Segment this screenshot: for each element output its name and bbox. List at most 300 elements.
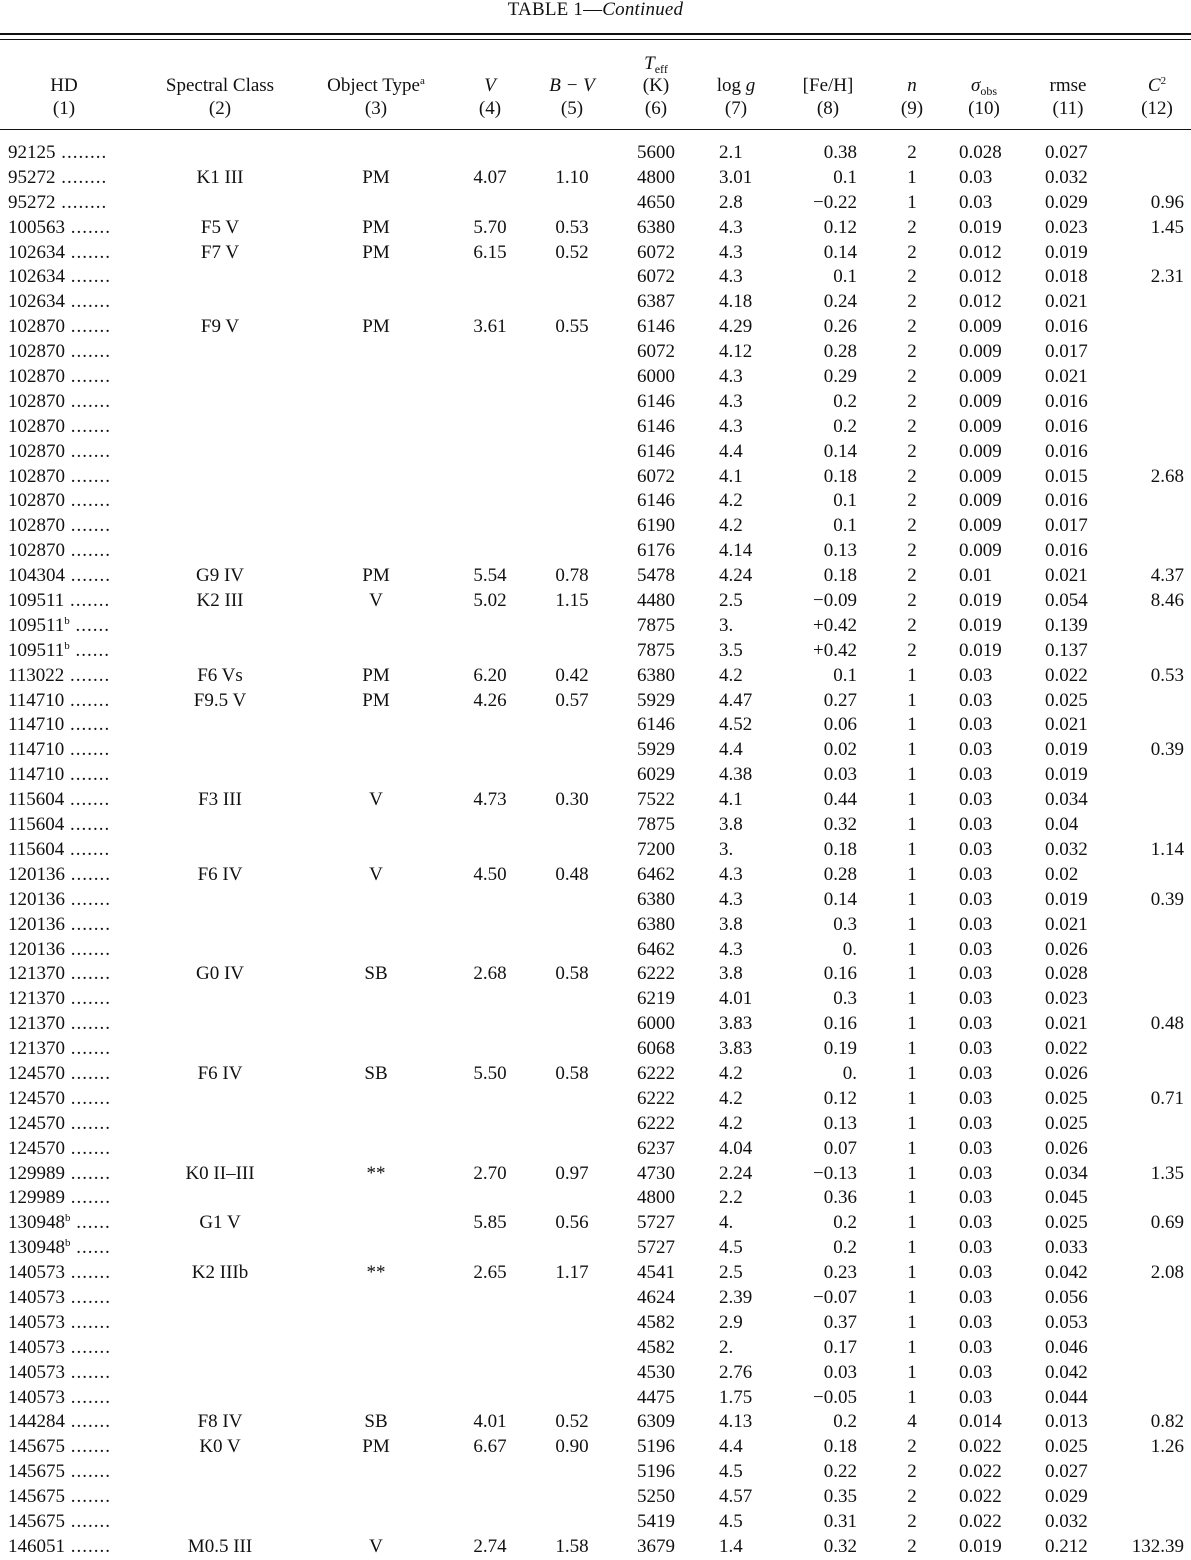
cell-v-mag: 4.01 [473,1411,507,1433]
cell-hd-number: 124570 [8,1087,65,1109]
cell-fe-h: 0.31 [823,1510,857,1532]
cell-fe-h: +0.42 [813,614,857,636]
cell-spectral-class: K0 II–III [185,1162,255,1184]
header-teff-label-wrap [606,52,706,76]
cell-teff: 7875 [637,614,675,636]
cell-fe-h: 0.06 [823,714,857,736]
cell-object-type: PM [362,216,390,238]
cell-teff: 5929 [637,689,675,711]
cell-fe-h: 0.1 [833,664,857,686]
cell-log-g: 4.2 [719,1087,743,1109]
leader-dots: ....... [65,241,111,263]
table-row [0,1137,1191,1162]
cell-hd-number: 102634 [8,266,65,288]
leader-dots: ....... [65,515,111,537]
leader-dots: ....... [65,1162,111,1184]
cell-hd-number: 140573 [8,1336,65,1358]
cell-teff: 7200 [637,838,675,860]
cell-teff: 4530 [637,1361,675,1383]
cell-log-g: 1.4 [719,1535,743,1557]
leader-dots: ....... [65,1038,111,1060]
cell-spectral-class: F3 III [198,789,242,811]
header-c2-label: C [1147,75,1161,96]
cell-teff: 6387 [637,291,675,313]
cell-object-type: PM [362,565,390,587]
leader-dots: ....... [64,814,111,836]
leader-dots: ...... [70,1237,111,1259]
table-row [0,1162,1191,1187]
caption-suffix: Continued [602,0,684,20]
cell-hd [8,614,110,638]
cell-teff: 6072 [637,241,675,263]
cell-b-v: 1.15 [555,590,589,612]
cell-spectral-class: K2 III [196,590,244,612]
cell-object-type: V [369,789,383,811]
table-row [0,514,1191,539]
cell-n: 2 [907,639,917,661]
cell-hd-number: 102634 [8,241,65,263]
cell-hd [8,514,111,538]
cell-hd-number: 130948 [8,1237,65,1259]
table-row [0,265,1191,290]
cell-log-g: 3. [719,838,734,860]
cell-b-v: 0.58 [555,1062,589,1084]
cell-c2: 0.53 [1150,664,1184,686]
cell-hd-number: 120136 [8,913,65,935]
table-row [0,390,1191,415]
cell-n: 1 [907,1112,917,1134]
cell-fe-h: 0.13 [823,1112,857,1134]
cell-teff: 4582 [637,1311,675,1333]
cell-n: 1 [907,191,917,213]
cell-hd-number: 140573 [8,1386,65,1408]
cell-spectral-class: F7 V [200,241,240,263]
cell-n: 1 [907,888,917,910]
leader-dots: ....... [65,1087,111,1109]
cell-b-v: 0.56 [555,1212,589,1234]
cell-rmse: 0.025 [1045,689,1088,711]
cell-sigma-obs: 0.03 [959,664,993,686]
cell-fe-h: 0. [842,938,857,960]
cell-n: 1 [907,988,917,1010]
cell-hd [8,1236,111,1260]
cell-n: 2 [907,590,917,612]
cell-n: 1 [907,1361,917,1383]
table-row [0,489,1191,514]
cell-log-g: 4.3 [719,266,743,288]
cell-sigma-obs: 0.03 [959,938,993,960]
cell-hd-number: 121370 [8,1013,65,1035]
cell-b-v: 0.97 [555,1162,589,1184]
cell-hd [8,1012,111,1036]
cell-sigma-obs: 0.03 [959,1038,993,1060]
leader-dots: ....... [65,1187,111,1209]
cell-spectral-class: G9 IV [195,565,245,587]
leader-dots: ....... [65,1137,111,1159]
cell-n: 2 [907,341,917,363]
table-row [0,863,1191,888]
cell-hd-number: 115604 [8,838,65,860]
cell-fe-h: 0.1 [833,166,857,188]
cell-log-g: 4.2 [719,515,743,537]
cell-hd-number: 121370 [8,988,65,1010]
leader-dots: ...... [70,1212,111,1234]
table-row [0,440,1191,465]
leader-dots: ....... [65,988,111,1010]
leader-dots: ....... [65,1386,111,1408]
cell-c2: 1.35 [1150,1162,1184,1184]
cell-c2: 0.71 [1150,1087,1184,1109]
cell-hd-number: 102870 [8,390,65,412]
cell-sigma-obs: 0.009 [959,515,1002,537]
cell-hd [8,1460,111,1484]
cell-hd-footnote: b [65,1212,71,1225]
cell-sigma-obs: 0.03 [959,1137,993,1159]
table-row [0,1435,1191,1460]
table-row [0,1410,1191,1435]
cell-hd-number: 115604 [8,814,65,836]
cell-sigma-obs: 0.03 [959,888,993,910]
cell-sigma-obs: 0.03 [959,714,993,736]
cell-log-g: 2.8 [719,191,743,213]
cell-rmse: 0.034 [1045,789,1088,811]
cell-n: 1 [907,963,917,985]
header-logg-g: g [745,75,756,96]
cell-rmse: 0.029 [1045,1486,1088,1508]
header-c2-sup: 2 [1160,75,1167,87]
cell-spectral-class: M0.5 III [187,1535,253,1557]
cell-hd [8,838,110,862]
cell-rmse: 0.042 [1045,1262,1088,1284]
table-row [0,166,1191,191]
cell-hd-number: 140573 [8,1361,65,1383]
table-row [0,1087,1191,1112]
table-row [0,1062,1191,1087]
cell-sigma-obs: 0.03 [959,1187,993,1209]
cell-fe-h: 0.36 [823,1187,857,1209]
header-objtype-num: (3) [364,98,388,119]
cell-fe-h: 0.12 [823,216,857,238]
cell-teff: 6000 [637,1013,675,1035]
cell-log-g: 2.39 [719,1286,753,1308]
leader-dots: ....... [64,764,111,786]
cell-sigma-obs: 0.03 [959,1212,993,1234]
cell-hd [8,813,110,837]
cell-spectral-class: F6 IV [197,1062,243,1084]
cell-spectral-class: G1 V [199,1212,241,1234]
cell-b-v: 0.52 [555,241,589,263]
cell-rmse: 0.022 [1045,664,1088,686]
leader-dots: ....... [64,590,111,612]
cell-sigma-obs: 0.019 [959,590,1002,612]
leader-dots: ....... [65,1286,111,1308]
cell-log-g: 2.9 [719,1311,743,1333]
cell-log-g: 4.52 [719,714,753,736]
top-rule-thin [0,39,1191,40]
cell-hd [8,589,110,613]
leader-dots: ....... [65,1361,111,1383]
cell-hd [8,664,110,688]
cell-log-g: 4.1 [719,465,743,487]
leader-dots: ....... [65,1510,111,1532]
cell-v-mag: 2.70 [473,1162,507,1184]
cell-fe-h: 0.2 [833,1237,857,1259]
cell-hd [8,1311,111,1335]
cell-teff: 6222 [637,1087,675,1109]
cell-hd [8,1062,111,1086]
cell-log-g: 3.5 [719,639,743,661]
cell-teff: 6146 [637,415,675,437]
cell-n: 2 [907,614,917,636]
cell-rmse: 0.021 [1045,291,1088,313]
cell-rmse: 0.023 [1045,216,1088,238]
cell-n: 1 [907,1062,917,1084]
cell-c2: 0.96 [1150,191,1184,213]
cell-v-mag: 4.07 [473,166,507,188]
leader-dots: ....... [65,440,111,462]
cell-n: 1 [907,789,917,811]
cell-rmse: 0.033 [1045,1237,1088,1259]
table-body [0,141,1191,1560]
leader-dots: ....... [64,739,111,761]
cell-sigma-obs: 0.03 [959,739,993,761]
table-row [0,1386,1191,1411]
cell-rmse: 0.045 [1045,1187,1088,1209]
cell-fe-h: 0.44 [823,789,857,811]
table-row [0,365,1191,390]
cell-n: 2 [907,1461,917,1483]
cell-fe-h: 0.17 [823,1336,857,1358]
cell-rmse: 0.027 [1045,1461,1088,1483]
cell-hd-number: 129989 [8,1162,65,1184]
cell-n: 1 [907,1336,917,1358]
cell-teff: 6146 [637,390,675,412]
cell-n: 1 [907,1386,917,1408]
cell-object-type: PM [362,664,390,686]
cell-sigma-obs: 0.03 [959,689,993,711]
cell-sigma-obs: 0.009 [959,540,1002,562]
cell-fe-h: 0.27 [823,689,857,711]
table-row [0,141,1191,166]
leader-dots: ........ [55,142,108,163]
cell-sigma-obs: 0.03 [959,1336,993,1358]
cell-fe-h: 0.32 [823,814,857,836]
table-row [0,1286,1191,1311]
leader-dots: ....... [65,1461,111,1483]
leader-dots: ....... [65,490,111,512]
cell-hd [8,1162,111,1186]
cell-log-g: 2. [719,1336,734,1358]
cell-fe-h: 0.14 [823,241,857,263]
cell-sigma-obs: 0.03 [959,764,993,786]
cell-rmse: 0.019 [1045,739,1088,761]
cell-log-g: 2.2 [719,1187,743,1209]
cell-fe-h: 0.32 [823,1535,857,1557]
cell-sigma-obs: 0.03 [959,1237,993,1259]
cell-hd [8,713,110,737]
cell-log-g: 4.3 [719,938,743,960]
cell-hd [8,241,111,265]
cell-teff: 5250 [637,1486,675,1508]
cell-fe-h: 0.18 [823,1436,857,1458]
cell-b-v: 0.30 [555,789,589,811]
cell-n: 2 [907,565,917,587]
cell-sigma-obs: 0.03 [959,1112,993,1134]
cell-log-g: 4.5 [719,1237,743,1259]
table-row [0,1460,1191,1485]
header-bv-label: B − V [549,75,595,96]
leader-dots: ....... [64,838,111,860]
cell-rmse: 0.025 [1045,1087,1088,1109]
cell-fe-h: −0.22 [813,191,857,213]
cell-object-type: V [369,1535,383,1557]
cell-log-g: 4.2 [719,664,743,686]
table-row [0,938,1191,963]
cell-spectral-class: F6 Vs [197,664,243,686]
cell-log-g: 3. [719,614,734,636]
table-row [0,689,1191,714]
cell-log-g: 4.4 [719,440,743,462]
cell-hd [8,863,111,887]
cell-teff: 6380 [637,664,675,686]
cell-rmse: 0.019 [1045,764,1088,786]
cell-b-v: 0.42 [555,664,589,686]
cell-hd-number: 102870 [8,540,65,562]
cell-log-g: 4.14 [719,540,753,562]
cell-fe-h: 0.1 [833,490,857,512]
cell-rmse: 0.026 [1045,1062,1088,1084]
cell-log-g: 4.5 [719,1510,743,1532]
cell-hd-number: 102870 [8,341,65,363]
header-c2-label-wrap [1107,74,1191,98]
table-row [0,738,1191,763]
cell-hd-number: 102870 [8,415,65,437]
cell-fe-h: 0.28 [823,341,857,363]
cell-spectral-class: G0 IV [195,963,245,985]
cell-c2: 0.39 [1150,739,1184,761]
header-bv-num: (5) [560,98,584,119]
cell-rmse: 0.019 [1045,241,1088,263]
cell-log-g: 4.12 [719,341,753,363]
cell-sigma-obs: 0.022 [959,1436,1002,1458]
cell-rmse: 0.042 [1045,1361,1088,1383]
cell-n: 2 [907,366,917,388]
cell-v-mag: 5.85 [473,1212,507,1234]
cell-spectral-class: F6 IV [197,863,243,885]
table-row [0,664,1191,689]
header-sigma-label: σ [970,75,981,96]
cell-spectral-class: F5 V [200,216,240,238]
cell-teff: 6309 [637,1411,675,1433]
cell-sigma-obs: 0.009 [959,366,1002,388]
cell-teff: 6000 [637,366,675,388]
cell-hd [8,489,111,513]
cell-hd [8,1510,111,1534]
cell-hd [8,913,111,937]
cell-rmse: 0.029 [1045,191,1088,213]
cell-spectral-class: F9 V [200,316,240,338]
cell-hd-number: 100563 [8,216,65,238]
cell-log-g: 4.4 [719,739,743,761]
cell-teff: 6068 [637,1038,675,1060]
cell-hd-number: 102870 [8,490,65,512]
cell-b-v: 0.52 [555,1411,589,1433]
table-row [0,564,1191,589]
cell-rmse: 0.02 [1045,863,1079,885]
cell-hd [8,1435,111,1459]
cell-teff: 6222 [637,1062,675,1084]
cell-c2: 2.68 [1150,465,1184,487]
cell-v-mag: 6.15 [473,241,507,263]
table-row [0,1361,1191,1386]
cell-n: 2 [907,266,917,288]
cell-c2: 8.46 [1150,590,1184,612]
cell-log-g: 4.47 [719,689,753,711]
leader-dots: ....... [65,341,111,363]
cell-fe-h: −0.05 [813,1386,857,1408]
cell-log-g: 4.29 [719,316,753,338]
cell-hd [8,1410,111,1434]
cell-n: 1 [907,814,917,836]
cell-log-g: 4.01 [719,988,753,1010]
cell-hd-number: 130948 [8,1212,65,1234]
cell-object-type: SB [364,1062,388,1084]
cell-hd [8,365,111,389]
table-row [0,838,1191,863]
cell-hd [8,191,107,215]
cell-teff: 3679 [637,1535,675,1557]
cell-hd-number: 109511 [8,614,65,636]
cell-hd [8,1186,111,1210]
leader-dots: ....... [65,316,111,338]
table-row [0,1236,1191,1261]
cell-fe-h: 0.1 [833,266,857,288]
cell-hd [8,166,107,190]
cell-hd-number: 95272 [8,166,56,188]
cell-rmse: 0.025 [1045,1212,1088,1234]
cell-fe-h: 0.1 [833,515,857,537]
header-objtype-label: Object Type [327,75,420,96]
cell-n: 2 [907,291,917,313]
cell-rmse: 0.026 [1045,938,1088,960]
cell-teff: 7522 [637,789,675,811]
cell-fe-h: 0.2 [833,1411,857,1433]
cell-object-type: V [369,590,383,612]
cell-fe-h: 0.13 [823,540,857,562]
cell-v-mag: 5.50 [473,1062,507,1084]
header-v-label: V [484,75,496,96]
cell-rmse: 0.032 [1045,166,1088,188]
cell-teff: 6146 [637,490,675,512]
cell-n: 2 [907,1436,917,1458]
cell-rmse: 0.013 [1045,1411,1088,1433]
cell-v-mag: 4.26 [473,689,507,711]
cell-hd [8,564,111,588]
leader-dots: ....... [65,863,111,885]
cell-rmse: 0.017 [1045,515,1088,537]
cell-n: 1 [907,664,917,686]
cell-rmse: 0.019 [1045,888,1088,910]
cell-rmse: 0.021 [1045,1013,1088,1035]
cell-log-g: 4.2 [719,1112,743,1134]
cell-n: 1 [907,764,917,786]
cell-teff: 5727 [637,1237,675,1259]
table-row [0,415,1191,440]
cell-hd-number: 102870 [8,440,65,462]
header-feh-num: (8) [816,98,840,119]
cell-hd [8,315,111,339]
cell-hd [8,1361,111,1385]
